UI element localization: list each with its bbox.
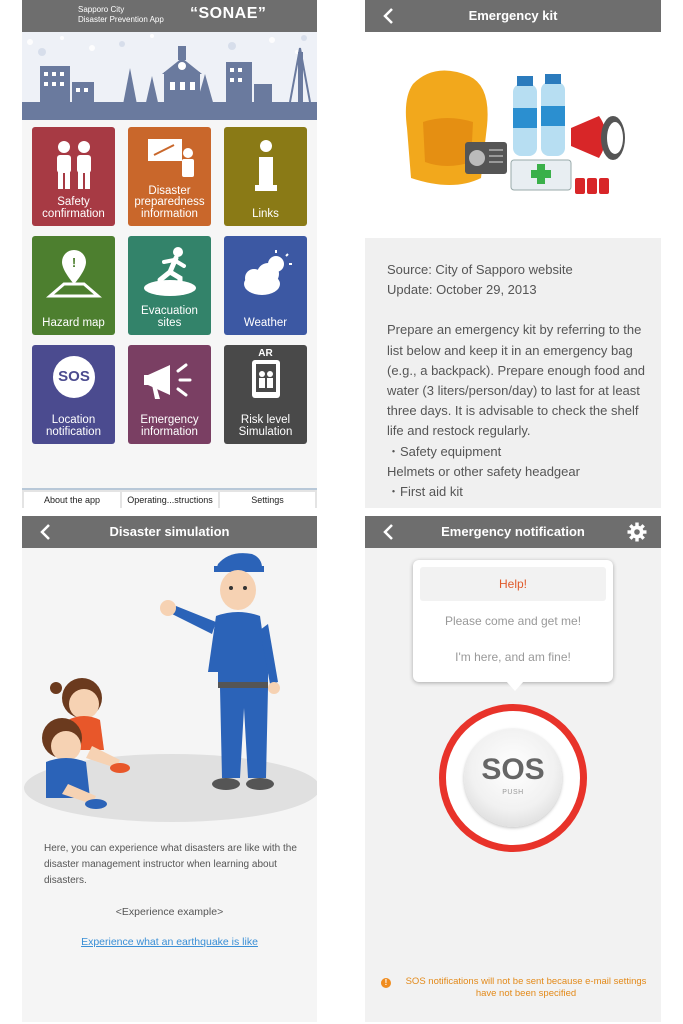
tile-label: Evacuation sites xyxy=(141,305,198,329)
tile-location-notification[interactable] xyxy=(32,345,115,444)
disaster-simulation-screen xyxy=(22,516,317,1022)
page-title: Disaster simulation xyxy=(109,524,230,539)
tile-label: Safety confirmation xyxy=(42,196,105,220)
app-title: “SONAE” xyxy=(190,5,267,22)
emergency-kit-screen xyxy=(365,0,661,508)
page-title: Emergency notification xyxy=(441,524,585,539)
push-label: PUSH xyxy=(502,789,524,796)
tile-emergency-information[interactable] xyxy=(128,345,211,444)
info-icon xyxy=(251,139,281,195)
instructor-and-children-illustration xyxy=(22,548,317,828)
source-text: Source: City of Sapporo website xyxy=(387,262,573,277)
tile-disaster-preparedness[interactable] xyxy=(128,127,211,226)
sos-push-button[interactable] xyxy=(439,704,587,852)
kit-description xyxy=(387,260,647,502)
sos-button-face xyxy=(464,729,562,827)
tile-risk-level-simulation[interactable] xyxy=(224,345,307,444)
tile-label: Weather xyxy=(243,316,288,329)
tile-label: Emergency information xyxy=(140,414,199,438)
nav-bar xyxy=(22,516,317,548)
message-option-come-get-me[interactable]: Please come and get me! xyxy=(444,614,582,628)
emergency-kit-illustration xyxy=(365,32,661,238)
two-people-icon xyxy=(46,137,102,193)
bottom-tab-bar xyxy=(22,488,317,508)
tile-label: Risk level Simulation xyxy=(238,414,293,438)
warning-icon: ! xyxy=(381,978,391,988)
tile-hazard-map[interactable] xyxy=(32,236,115,335)
ar-phone-icon xyxy=(248,360,284,398)
nav-bar xyxy=(365,516,661,548)
app-header xyxy=(22,0,317,32)
gear-icon[interactable] xyxy=(627,522,647,542)
tile-safety-confirmation[interactable] xyxy=(32,127,115,226)
presenter-board-icon xyxy=(142,135,198,179)
body-paragraph: Prepare an emergency kit by referring to the list below and keep it in an emergency bag (e.g., a backpack). Prepare enough food and water (3 liters/person/day) to last for at least three days. It is advisable to check the shelf life and restock regularly. xyxy=(387,322,646,439)
list-heading: ・Safety equipment xyxy=(387,443,502,459)
message-selector xyxy=(413,560,613,682)
megaphone-icon xyxy=(140,357,200,407)
message-option-help[interactable]: Help! xyxy=(420,567,606,601)
page-title: Emergency kit xyxy=(468,8,558,23)
update-text: Update: October 29, 2013 xyxy=(387,282,537,298)
warning-text: SOS notifications will not be sent because e-mail settings have not been specified xyxy=(405,976,647,999)
list-heading: ・First aid kit xyxy=(387,484,463,500)
emergency-notification-screen xyxy=(365,516,661,1022)
cloud-sun-icon xyxy=(236,250,296,300)
sos-badge-icon: SOS xyxy=(53,356,95,398)
map-pin-icon xyxy=(46,246,102,304)
tile-links[interactable] xyxy=(224,127,307,226)
app-subtitle: Sapporo City Disaster Prevention App xyxy=(78,5,164,24)
tile-label: Disaster preparedness information xyxy=(134,184,205,220)
list-item: Helmets or other safety headgear xyxy=(387,463,580,479)
tab-operating-instructions[interactable]: Operating...structions xyxy=(122,492,218,508)
svg-text:!: ! xyxy=(71,255,76,270)
city-skyline-illustration xyxy=(22,32,317,120)
bubble-pointer xyxy=(506,681,524,691)
home-screen xyxy=(22,0,317,508)
running-person-icon xyxy=(140,244,200,300)
spacer-text xyxy=(387,300,647,320)
earthquake-experience-link[interactable]: Experience what an earthquake is like xyxy=(81,936,258,948)
simulation-description: Here, you can experience what disasters are like with the disaster management instructor when learning about disasters. xyxy=(44,843,297,886)
tab-about-the-app[interactable]: About the app xyxy=(24,492,120,508)
message-option-im-fine[interactable]: I'm here, and am fine! xyxy=(455,650,571,664)
sos-label: SOS xyxy=(481,753,545,786)
tile-label: Hazard map xyxy=(42,316,105,329)
tile-evacuation-sites[interactable] xyxy=(128,236,211,335)
ar-label: AR xyxy=(258,348,273,359)
tile-label: Location notification xyxy=(46,414,101,438)
experience-example-label: <Experience example> xyxy=(115,906,224,918)
tab-settings[interactable]: Settings xyxy=(220,492,315,508)
kit-illustration-area xyxy=(365,32,661,238)
tile-weather[interactable] xyxy=(224,236,307,335)
tile-label: Links xyxy=(252,207,279,220)
nav-bar xyxy=(365,0,661,32)
